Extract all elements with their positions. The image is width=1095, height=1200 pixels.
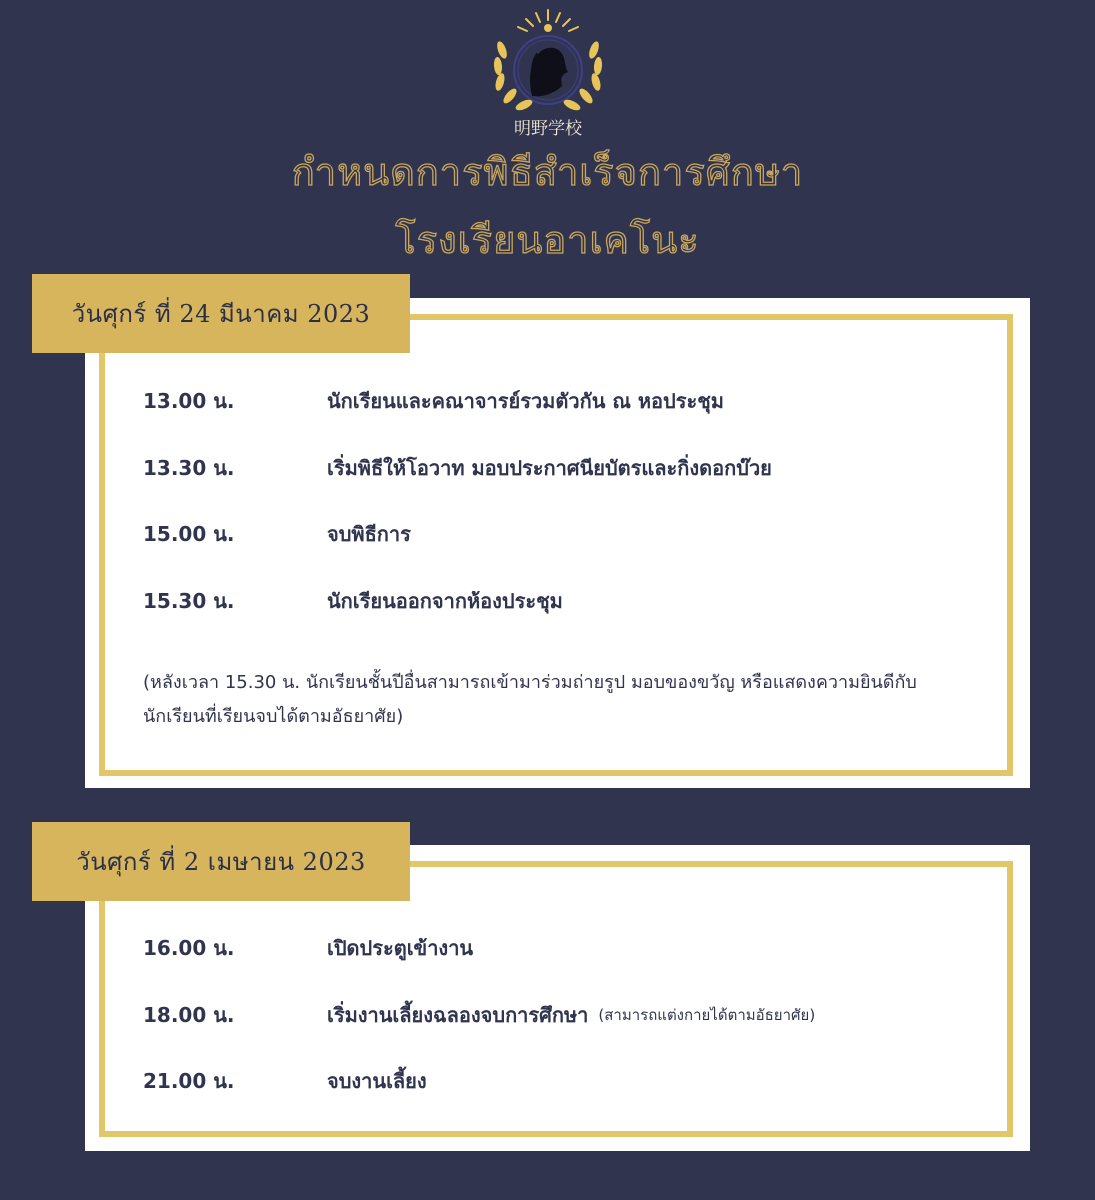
schedule-row bbox=[143, 584, 563, 618]
page-subtitle: โรงเรียนอาเคโนะ bbox=[395, 218, 700, 262]
row-desc: นักเรียนและคณาจารย์รวมตัวกัน ณ หอประชุม bbox=[327, 389, 724, 413]
row-time: 15.30 น. bbox=[143, 589, 235, 613]
schedule-card-day1 bbox=[85, 298, 1030, 788]
schedule-row bbox=[143, 998, 815, 1032]
schedule-row bbox=[143, 384, 724, 418]
row-time: 15.00 น. bbox=[143, 522, 235, 546]
date-tab-day1: วันศุกร์ ที่ 24 มีนาคม 2023 bbox=[32, 274, 410, 353]
date-tab-day2: วันศุกร์ ที่ 2 เมษายน 2023 bbox=[32, 822, 410, 901]
page-title: กำหนดการพิธีสำเร็จการศึกษา bbox=[291, 150, 804, 194]
schedule-row bbox=[143, 1064, 427, 1098]
row-desc: จบพิธีการ bbox=[327, 522, 411, 546]
row-desc: เปิดประตูเข้างาน bbox=[327, 936, 474, 960]
row-time: 13.30 น. bbox=[143, 456, 235, 480]
row-time: 21.00 น. bbox=[143, 1069, 235, 1093]
row-time: 13.00 น. bbox=[143, 389, 235, 413]
school-logo bbox=[488, 8, 608, 139]
logo-text: 明野学校 bbox=[514, 119, 582, 139]
row-desc: นักเรียนออกจากห้องประชุม bbox=[327, 589, 563, 613]
row-desc: เริ่มงานเลี้ยงฉลองจบการศึกษา bbox=[327, 1003, 589, 1027]
remark-text: (หลังเวลา 15.30 น. นักเรียนชั้นปีอื่นสามารถเข้ามาร่วมถ่ายรูป มอบของขวัญ หรือแสดงความยินดีกับนักเรียนที่เรียนจบได้ตามอัธยาศัย) bbox=[143, 672, 917, 727]
row-time: 18.00 น. bbox=[143, 1003, 235, 1027]
row-time: 16.00 น. bbox=[143, 936, 235, 960]
row-desc: เริ่มพิธีให้โอวาท มอบประกาศนียบัตรและกิ่งดอกบ๊วย bbox=[327, 456, 772, 480]
laurel-lion-emblem-icon bbox=[488, 8, 608, 118]
schedule-row bbox=[143, 451, 772, 485]
schedule-row bbox=[143, 517, 411, 551]
row-note: (สามารถแต่งกายได้ตามอัธยาศัย) bbox=[598, 1006, 816, 1024]
schedule-row bbox=[143, 931, 473, 965]
row-desc: จบงานเลี้ยง bbox=[327, 1069, 427, 1093]
